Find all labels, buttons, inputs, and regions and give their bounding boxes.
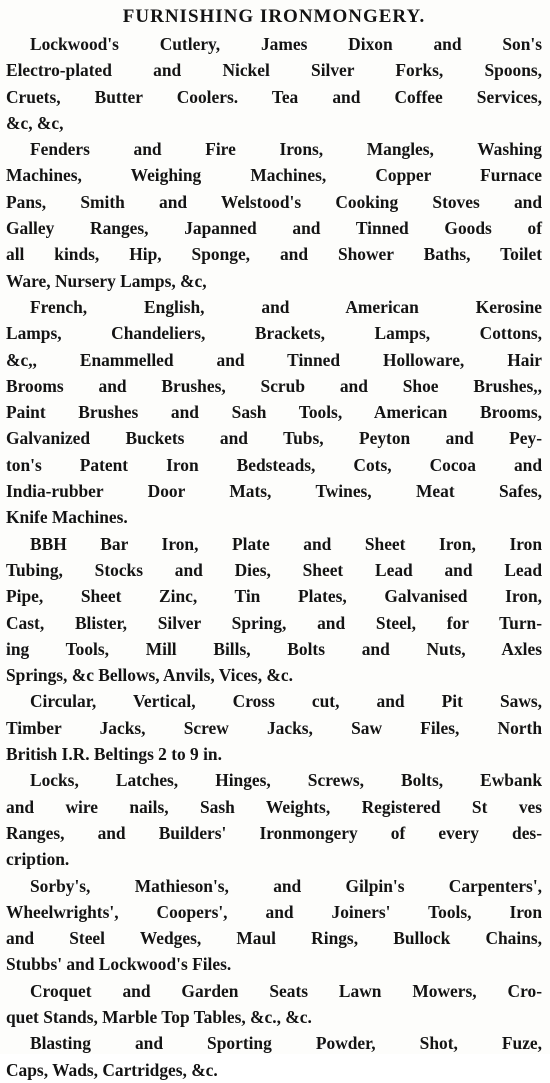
text-line: and Steel Wedges, Maul Rings, Bullock Chains, [6, 928, 542, 949]
text-line: Circular, Vertical, Cross cut, and Pit Saws, [30, 691, 542, 712]
text-line: &c, &c, [6, 112, 64, 133]
text-line: Caps, Wads, Cartridges, &c. [6, 1059, 218, 1080]
text-line: all kinds, Hip, Sponge, and Shower Baths, Toilet [6, 244, 542, 265]
paragraph-2 [6, 136, 542, 294]
text-line: Pipe, Sheet Zinc, Tin Plates, Galvanised Iron, [6, 586, 542, 607]
text-line: and wire nails, Sash Weights, Registered St ves [6, 796, 542, 817]
advertisement-heading: FURNISHING IRONMONGERY. [122, 6, 426, 27]
text-line: Sorby's, Mathieson's, and Gilpin's Carpenters', [30, 875, 542, 896]
text-line: quet Stands, Marble Top Tables, &c., &c. [6, 1006, 312, 1027]
paragraph-5 [6, 688, 542, 767]
text-line: Pans, Smith and Welstood's Cooking Stoves and [6, 191, 542, 212]
text-line: &c,, Enammelled and Tinned Holloware, Hair [6, 349, 542, 370]
text-line: BBH Bar Iron, Plate and Sheet Iron, Iron [30, 533, 542, 554]
text-line: Ware, Nursery Lamps, &c, [6, 270, 207, 291]
paragraph-3 [6, 294, 542, 531]
text-line: Electro-plated and Nickel Silver Forks, Spoons, [6, 60, 542, 81]
text-line: Ranges, and Builders' Ironmongery of every des- [6, 822, 542, 843]
text-line: Timber Jacks, Screw Jacks, Saw Files, North [6, 717, 542, 738]
text-line: British I.R. Beltings 2 to 9 in. [6, 744, 222, 765]
text-line: cription. [6, 849, 70, 870]
text-line: ton's Patent Iron Bedsteads, Cots, Cocoa and [6, 454, 542, 475]
text-line: Fenders and Fire Irons, Mangles, Washing [30, 139, 542, 160]
text-line: Brooms and Brushes, Scrub and Shoe Brushes,, [6, 375, 542, 396]
text-line: Stubbs' and Lockwood's Files. [6, 954, 232, 975]
paragraph-4 [6, 531, 542, 689]
text-line: French, English, and American Kerosine [30, 296, 542, 317]
text-line: Croquet and Garden Seats Lawn Mowers, Cro- [30, 980, 542, 1001]
paragraph-1 [6, 31, 542, 136]
paragraph-6 [6, 767, 542, 872]
text-line: Wheelwrights', Coopers', and Joiners' Tools, Iron [6, 901, 542, 922]
text-line: India-rubber Door Mats, Twines, Meat Safes, [6, 481, 542, 502]
text-line: Galley Ranges, Japanned and Tinned Goods of [6, 218, 542, 239]
paragraph-7 [6, 873, 542, 978]
text-line: Lamps, Chandeliers, Brackets, Lamps, Cottons, [6, 323, 542, 344]
text-line: Galvanized Buckets and Tubs, Peyton and Pey- [6, 428, 542, 449]
text-line: Locks, Latches, Hinges, Screws, Bolts, Ewbank [30, 770, 542, 791]
text-line: Tubing, Stocks and Dies, Sheet Lead and Lead [6, 559, 542, 580]
text-line: Springs, &c Bellows, Anvils, Vices, &c. [6, 665, 293, 686]
text-line: Machines, Weighing Machines, Copper Furnace [6, 165, 542, 186]
text-line: Cast, Blister, Silver Spring, and Steel, for Turn- [6, 612, 542, 633]
text-line: Knife Machines. [6, 507, 128, 528]
paragraph-9 [6, 1030, 542, 1083]
text-line: Cruets, Butter Coolers. Tea and Coffee Services, [6, 86, 542, 107]
paragraph-8 [6, 978, 542, 1031]
text-line: Lockwood's Cutlery, James Dixon and Son's [30, 34, 542, 54]
text-line: Blasting and Sporting Powder, Shot, Fuze, [30, 1033, 542, 1054]
text-line: Paint Brushes and Sash Tools, American Brooms, [6, 402, 542, 423]
text-line: ing Tools, Mill Bills, Bolts and Nuts, Axles [6, 638, 542, 659]
advertisement-body [6, 31, 542, 1083]
